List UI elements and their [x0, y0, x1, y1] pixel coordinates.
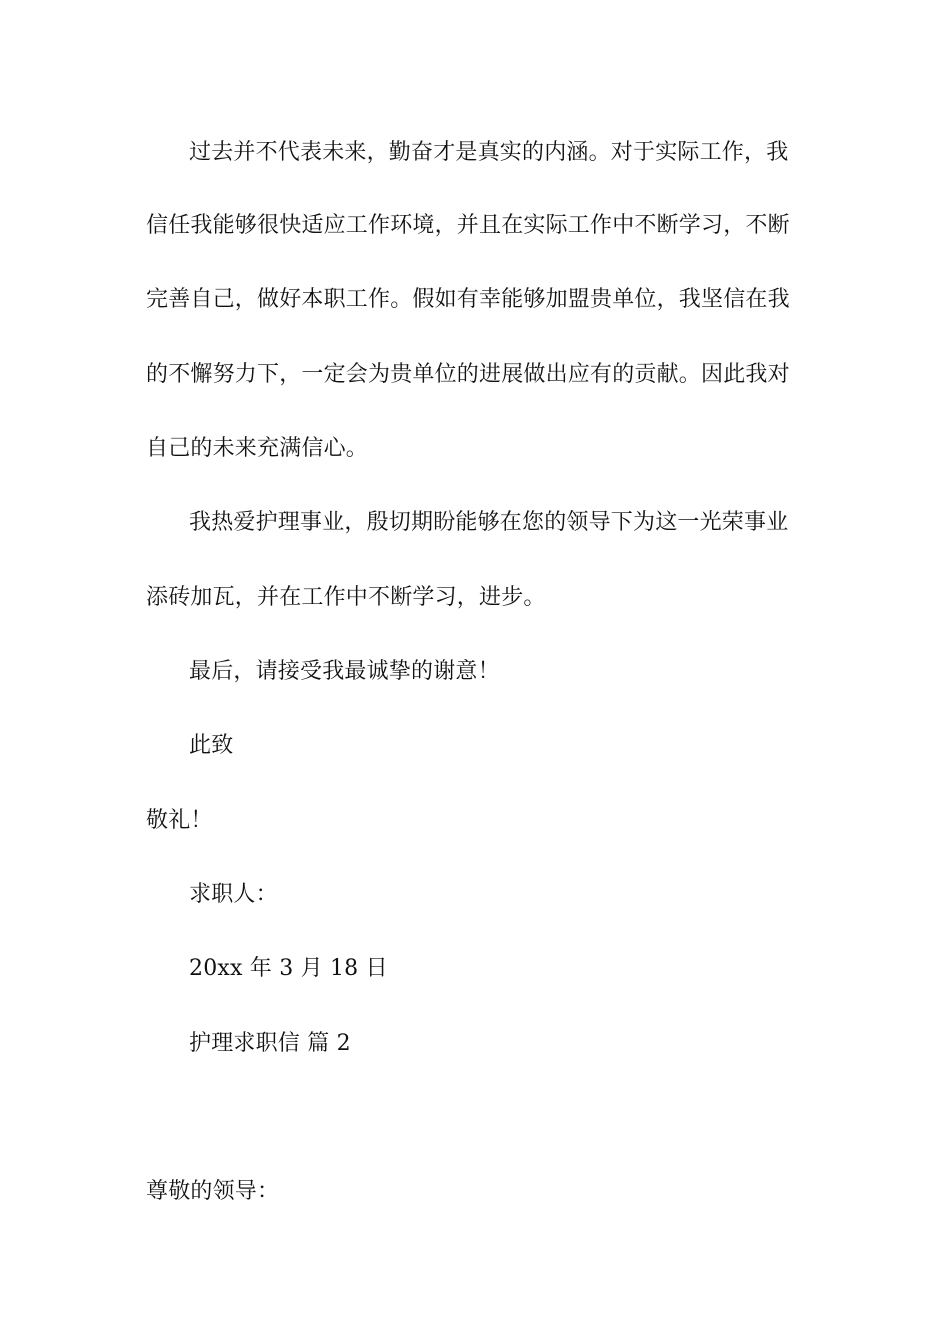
paragraph-line-7: 添砖加瓦，并在工作中不断学习，进步。 — [146, 585, 546, 610]
salutation-jingli: 敬礼！ — [146, 808, 213, 833]
closing-thanks: 最后，请接受我最诚挚的谢意！ — [189, 659, 500, 684]
paragraph-line-2: 信任我能够很快适应工作环境，并且在实际工作中不断学习，不断 — [146, 213, 790, 238]
paragraph-line-1: 过去并不代表未来，勤奋才是真实的内涵。对于实际工作，我 — [189, 140, 789, 165]
paragraph-line-5: 自己的未来充满信心。 — [146, 436, 369, 461]
paragraph-line-6: 我热爱护理事业，殷切期盼能够在您的领导下为这一光荣事业 — [189, 510, 789, 535]
greeting-line: 尊敬的领导： — [146, 1179, 280, 1204]
paragraph-line-4: 的不懈努力下，一定会为贵单位的进展做出应有的贡献。因此我对 — [146, 362, 790, 387]
paragraph-line-3: 完善自己，做好本职工作。假如有幸能够加盟贵单位，我坚信在我 — [146, 287, 790, 312]
section-title: 护理求职信 篇 2 — [189, 1031, 351, 1056]
applicant-label: 求职人： — [189, 882, 278, 907]
letter-date: 20xx 年 3 月 18 日 — [189, 956, 388, 981]
salutation-cizhi: 此致 — [189, 733, 234, 758]
